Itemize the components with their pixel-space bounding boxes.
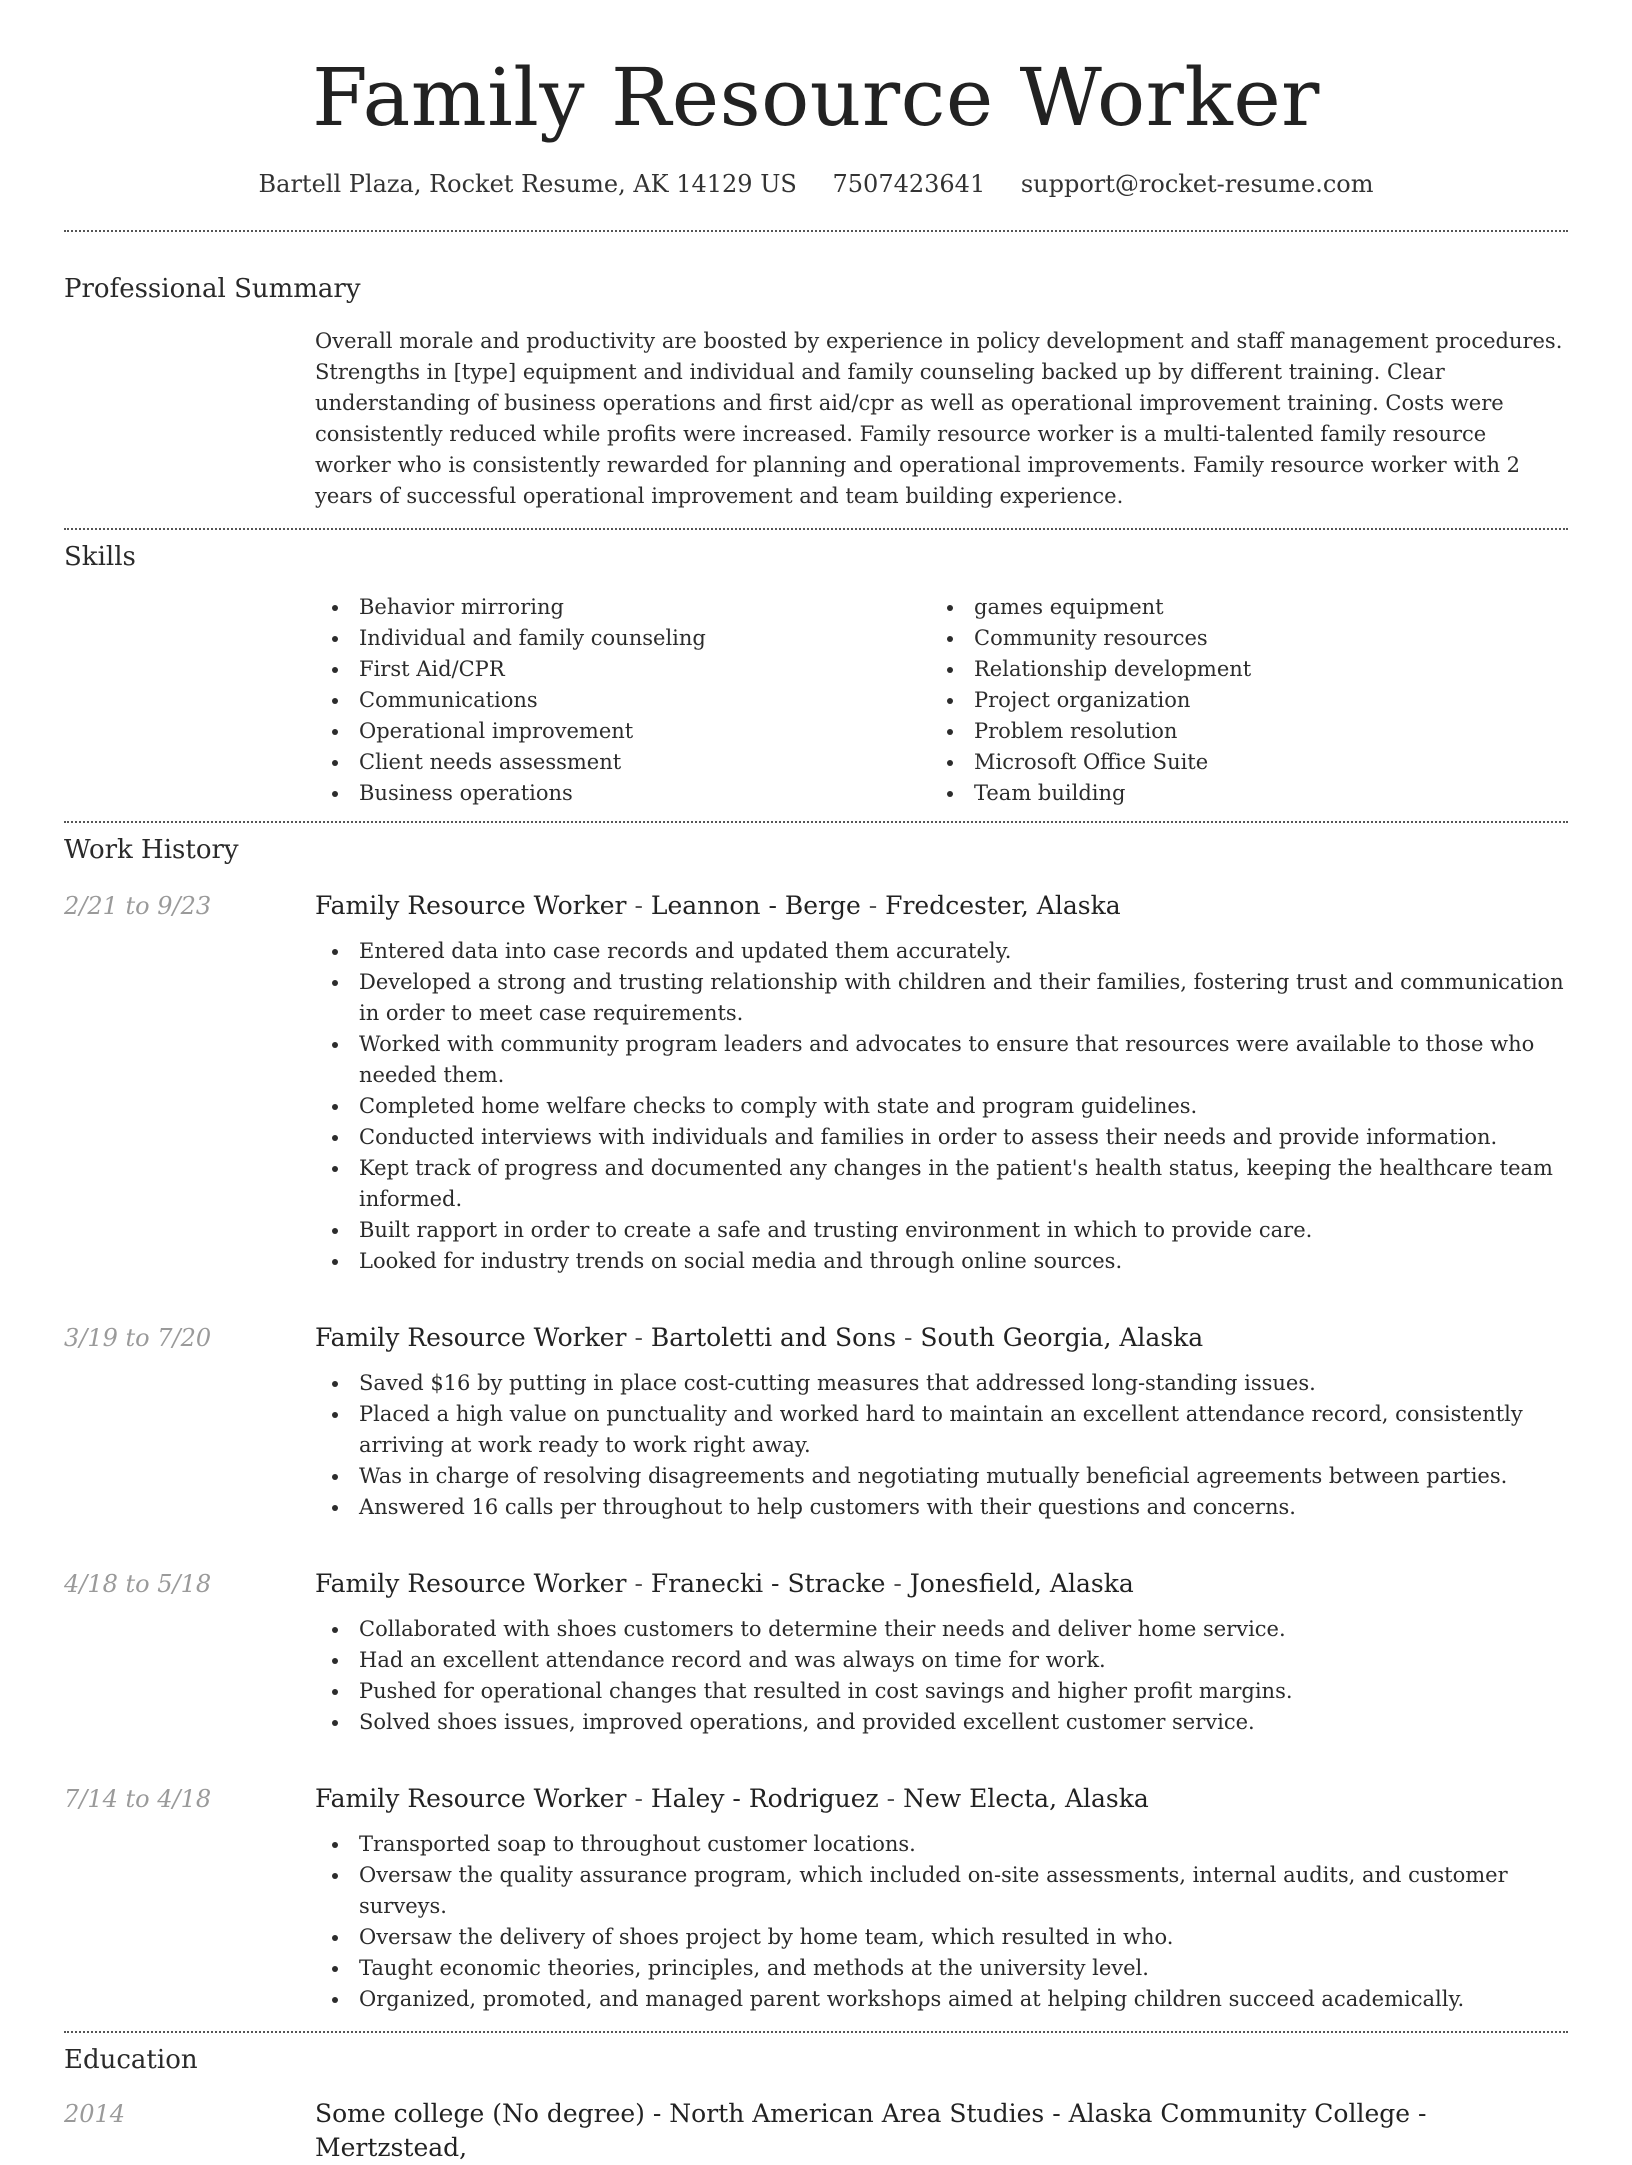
job-bullet: Oversaw the delivery of shoes project by home team, which resulted in who. (315, 1922, 1568, 1953)
work-history-heading: Work History (64, 835, 239, 865)
work-history-section (64, 823, 1568, 2031)
resume-name: Family Resource Worker (312, 51, 1320, 144)
resume-page (64, 0, 1568, 2165)
job-bullet: Collaborated with shoes customers to determine their needs and deliver home service. (315, 1614, 1568, 1645)
skill-item: Individual and family counseling (315, 623, 930, 654)
job-heading: Family Resource Worker - Haley - Rodriguez - New Electa, Alaska (315, 1784, 1149, 1813)
summary-heading: Professional Summary (64, 274, 361, 304)
education-entry (64, 2097, 1568, 2165)
job-bullet: Saved $16 by putting in place cost-cutting measures that addressed long-standing issues. (315, 1368, 1568, 1399)
job-date: 7/14 to 4/18 (64, 1785, 212, 1813)
contact-address: Bartell Plaza, Rocket Resume, AK 14129 US (258, 170, 797, 198)
skills-list-right (930, 592, 1545, 809)
job-company: Haley - Rodriguez (650, 1784, 879, 1813)
job-bullets (315, 1829, 1568, 2015)
job-bullet: Developed a strong and trusting relationship with children and their families, fostering trust and communication in order to meet case requirements. (315, 967, 1568, 1029)
job-bullet: Oversaw the quality assurance program, which included on-site assessments, internal audits, and customer surveys. (315, 1860, 1568, 1922)
job-bullet: Conducted interviews with individuals and families in order to assess their needs and provide information. (315, 1122, 1568, 1153)
skill-item: Microsoft Office Suite (930, 747, 1545, 778)
job-date: 2/21 to 9/23 (64, 892, 212, 920)
education-heading-text: Some college (No degree) - North American Area Studies - Alaska Community College - Mertzstead, (315, 2099, 1427, 2162)
job-company: Bartoletti and Sons (650, 1323, 897, 1352)
job-role: Family Resource Worker (315, 891, 627, 920)
job-bullets (315, 1368, 1568, 1523)
skill-item: Communications (315, 685, 930, 716)
job-bullet: Built rapport in order to create a safe and trusting environment in which to provide care. (315, 1215, 1568, 1246)
job-bullets (315, 1614, 1568, 1738)
job-bullet: Entered data into case records and updated them accurately. (315, 936, 1568, 967)
job-location: Fredcester, Alaska (885, 891, 1121, 920)
job-bullets (315, 936, 1568, 1277)
job-heading: Family Resource Worker - Franecki - Stracke - Jonesfield, Alaska (315, 1569, 1134, 1598)
job-bullet: Completed home welfare checks to comply with state and program guidelines. (315, 1091, 1568, 1122)
job-location: New Electa, Alaska (903, 1784, 1149, 1813)
job-bullet: Pushed for operational changes that resulted in cost savings and higher profit margins. (315, 1676, 1568, 1707)
summary-text: Overall morale and productivity are boosted by experience in policy development and staff management procedures. Strengths in [type] equipment and individual and family counseling backed up by different training. Clear understanding of business operations and first aid/cpr as well as operational improvement training. Costs were consistently reduced while profits were increased. Family resource worker is a multi-talented family resource worker who is consistently rewarded for planning and operational improvements. Family resource worker with 2 years of successful operational improvement and team building experience. (315, 329, 1563, 508)
skill-item: Operational improvement (315, 716, 930, 747)
contact-phone: 7507423641 (832, 170, 986, 198)
job-bullet: Had an excellent attendance record and was always on time for work. (315, 1645, 1568, 1676)
summary-section (64, 232, 1568, 528)
job-bullet: Taught economic theories, principles, and methods at the university level. (315, 1953, 1568, 1984)
job-role: Family Resource Worker (315, 1323, 627, 1352)
education-section (64, 2033, 1568, 2165)
skills-section (64, 530, 1568, 821)
education-date: 2014 (64, 2100, 126, 2128)
job-bullet: Answered 16 calls per throughout to help customers with their questions and concerns. (315, 1492, 1568, 1523)
job-bullet: Looked for industry trends on social media and through online sources. (315, 1246, 1568, 1277)
job-role: Family Resource Worker (315, 1784, 627, 1813)
skills-heading: Skills (64, 542, 136, 572)
job-date: 4/18 to 5/18 (64, 1570, 212, 1598)
job-heading: Family Resource Worker - Bartoletti and Sons - South Georgia, Alaska (315, 1323, 1204, 1352)
job-bullet: Placed a high value on punctuality and worked hard to maintain an excellent attendance record, consistently arriving at work ready to work right away. (315, 1399, 1568, 1461)
skills-columns (315, 592, 1568, 821)
job-heading: Family Resource Worker - Leannon - Berge - Fredcester, Alaska (315, 891, 1121, 920)
job-bullet: Organized, promoted, and managed parent workshops aimed at helping children succeed academically. (315, 1984, 1568, 2015)
job-bullet: Kept track of progress and documented any changes in the patient's health status, keeping the healthcare team informed. (315, 1153, 1568, 1215)
education-heading: Education (64, 2045, 198, 2075)
skill-item: Behavior mirroring (315, 592, 930, 623)
job-bullet: Was in charge of resolving disagreements and negotiating mutually beneficial agreements between parties. (315, 1461, 1568, 1492)
job-bullet: Solved shoes issues, improved operations, and provided excellent customer service. (315, 1707, 1568, 1738)
skill-item: Community resources (930, 623, 1545, 654)
skill-item: Business operations (315, 778, 930, 809)
job-location: Jonesfield, Alaska (909, 1569, 1134, 1598)
skill-item: Relationship development (930, 654, 1545, 685)
skill-item: First Aid/CPR (315, 654, 930, 685)
job-company: Franecki - Stracke (650, 1569, 886, 1598)
job-company: Leannon - Berge (650, 891, 861, 920)
skills-list-left (315, 592, 930, 809)
job-entry (64, 1321, 1568, 1547)
contact-line (64, 170, 1568, 198)
job-bullet: Worked with community program leaders and advocates to ensure that resources were available to those who needed them. (315, 1029, 1568, 1091)
job-entry (64, 889, 1568, 1301)
skill-item: Client needs assessment (315, 747, 930, 778)
job-location: South Georgia, Alaska (920, 1323, 1204, 1352)
skill-item: Project organization (930, 685, 1545, 716)
skill-item: Team building (930, 778, 1545, 809)
skill-item: games equipment (930, 592, 1545, 623)
job-role: Family Resource Worker (315, 1569, 627, 1598)
job-date: 3/19 to 7/20 (64, 1324, 212, 1352)
job-bullet: Transported soap to throughout customer locations. (315, 1829, 1568, 1860)
contact-email: support@rocket-resume.com (1020, 170, 1374, 198)
job-entry (64, 1567, 1568, 1762)
job-entry (64, 1782, 1568, 2031)
skill-item: Problem resolution (930, 716, 1545, 747)
